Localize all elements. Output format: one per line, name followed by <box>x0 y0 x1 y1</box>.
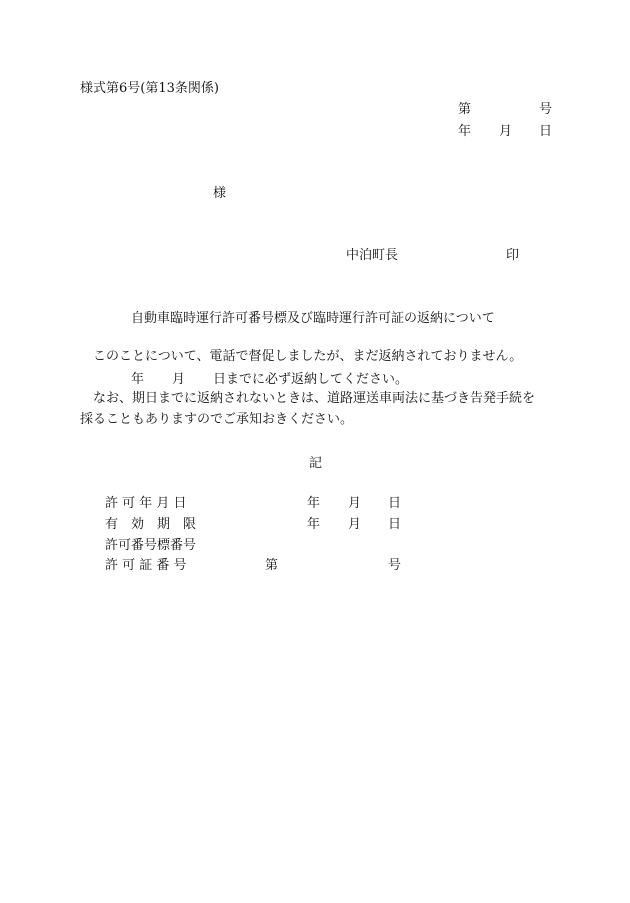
item-label-validity: 有 効 期 限 <box>105 517 197 532</box>
item-label-permit-date: 許 可 年 月 日 <box>105 496 187 511</box>
ki-heading: 記 <box>309 456 323 471</box>
item-permit-date-month: 月 <box>348 496 362 511</box>
item-label-permit-number: 許 可 証 番 号 <box>105 558 187 573</box>
recipient-honorific: 様 <box>213 186 227 201</box>
document-number-suffix: 号 <box>539 102 553 117</box>
document-subject: 自動車臨時運行許可番号標及び臨時運行許可証の返納について <box>131 311 495 326</box>
item-permit-date-day: 日 <box>388 496 402 511</box>
item-validity-month: 月 <box>348 517 362 532</box>
body-paragraph-3-line-1: なお、期日までに返納されないときは、道路運送車両法に基づき告発手続を <box>93 391 536 406</box>
deadline-month: 月 <box>172 372 186 387</box>
seal-mark: 印 <box>506 248 520 263</box>
body-paragraph-3-line-2: 採ることもありますのでご承知おきください。 <box>80 412 354 427</box>
body-paragraph-1: このことについて、電話で督促しましたが、まだ返納されておりません。 <box>93 349 523 364</box>
item-permit-number-prefix: 第 <box>265 558 279 573</box>
document-number-prefix: 第 <box>458 102 472 117</box>
deadline-year: 年 <box>131 372 145 387</box>
deadline-text: 日までに必ず返納してください。 <box>213 372 409 387</box>
item-validity-year: 年 <box>307 517 321 532</box>
item-permit-date-year: 年 <box>307 496 321 511</box>
issuer-title: 中泊町長 <box>346 248 399 263</box>
item-permit-number-suffix: 号 <box>388 558 402 573</box>
item-label-plate-number: 許可番号標番号 <box>105 538 197 553</box>
document-date-year: 年 <box>458 124 472 139</box>
item-validity-day: 日 <box>388 517 402 532</box>
document-date-month: 月 <box>499 124 513 139</box>
form-title: 様式第6号(第13条関係) <box>80 81 219 96</box>
document-date-day: 日 <box>539 124 553 139</box>
